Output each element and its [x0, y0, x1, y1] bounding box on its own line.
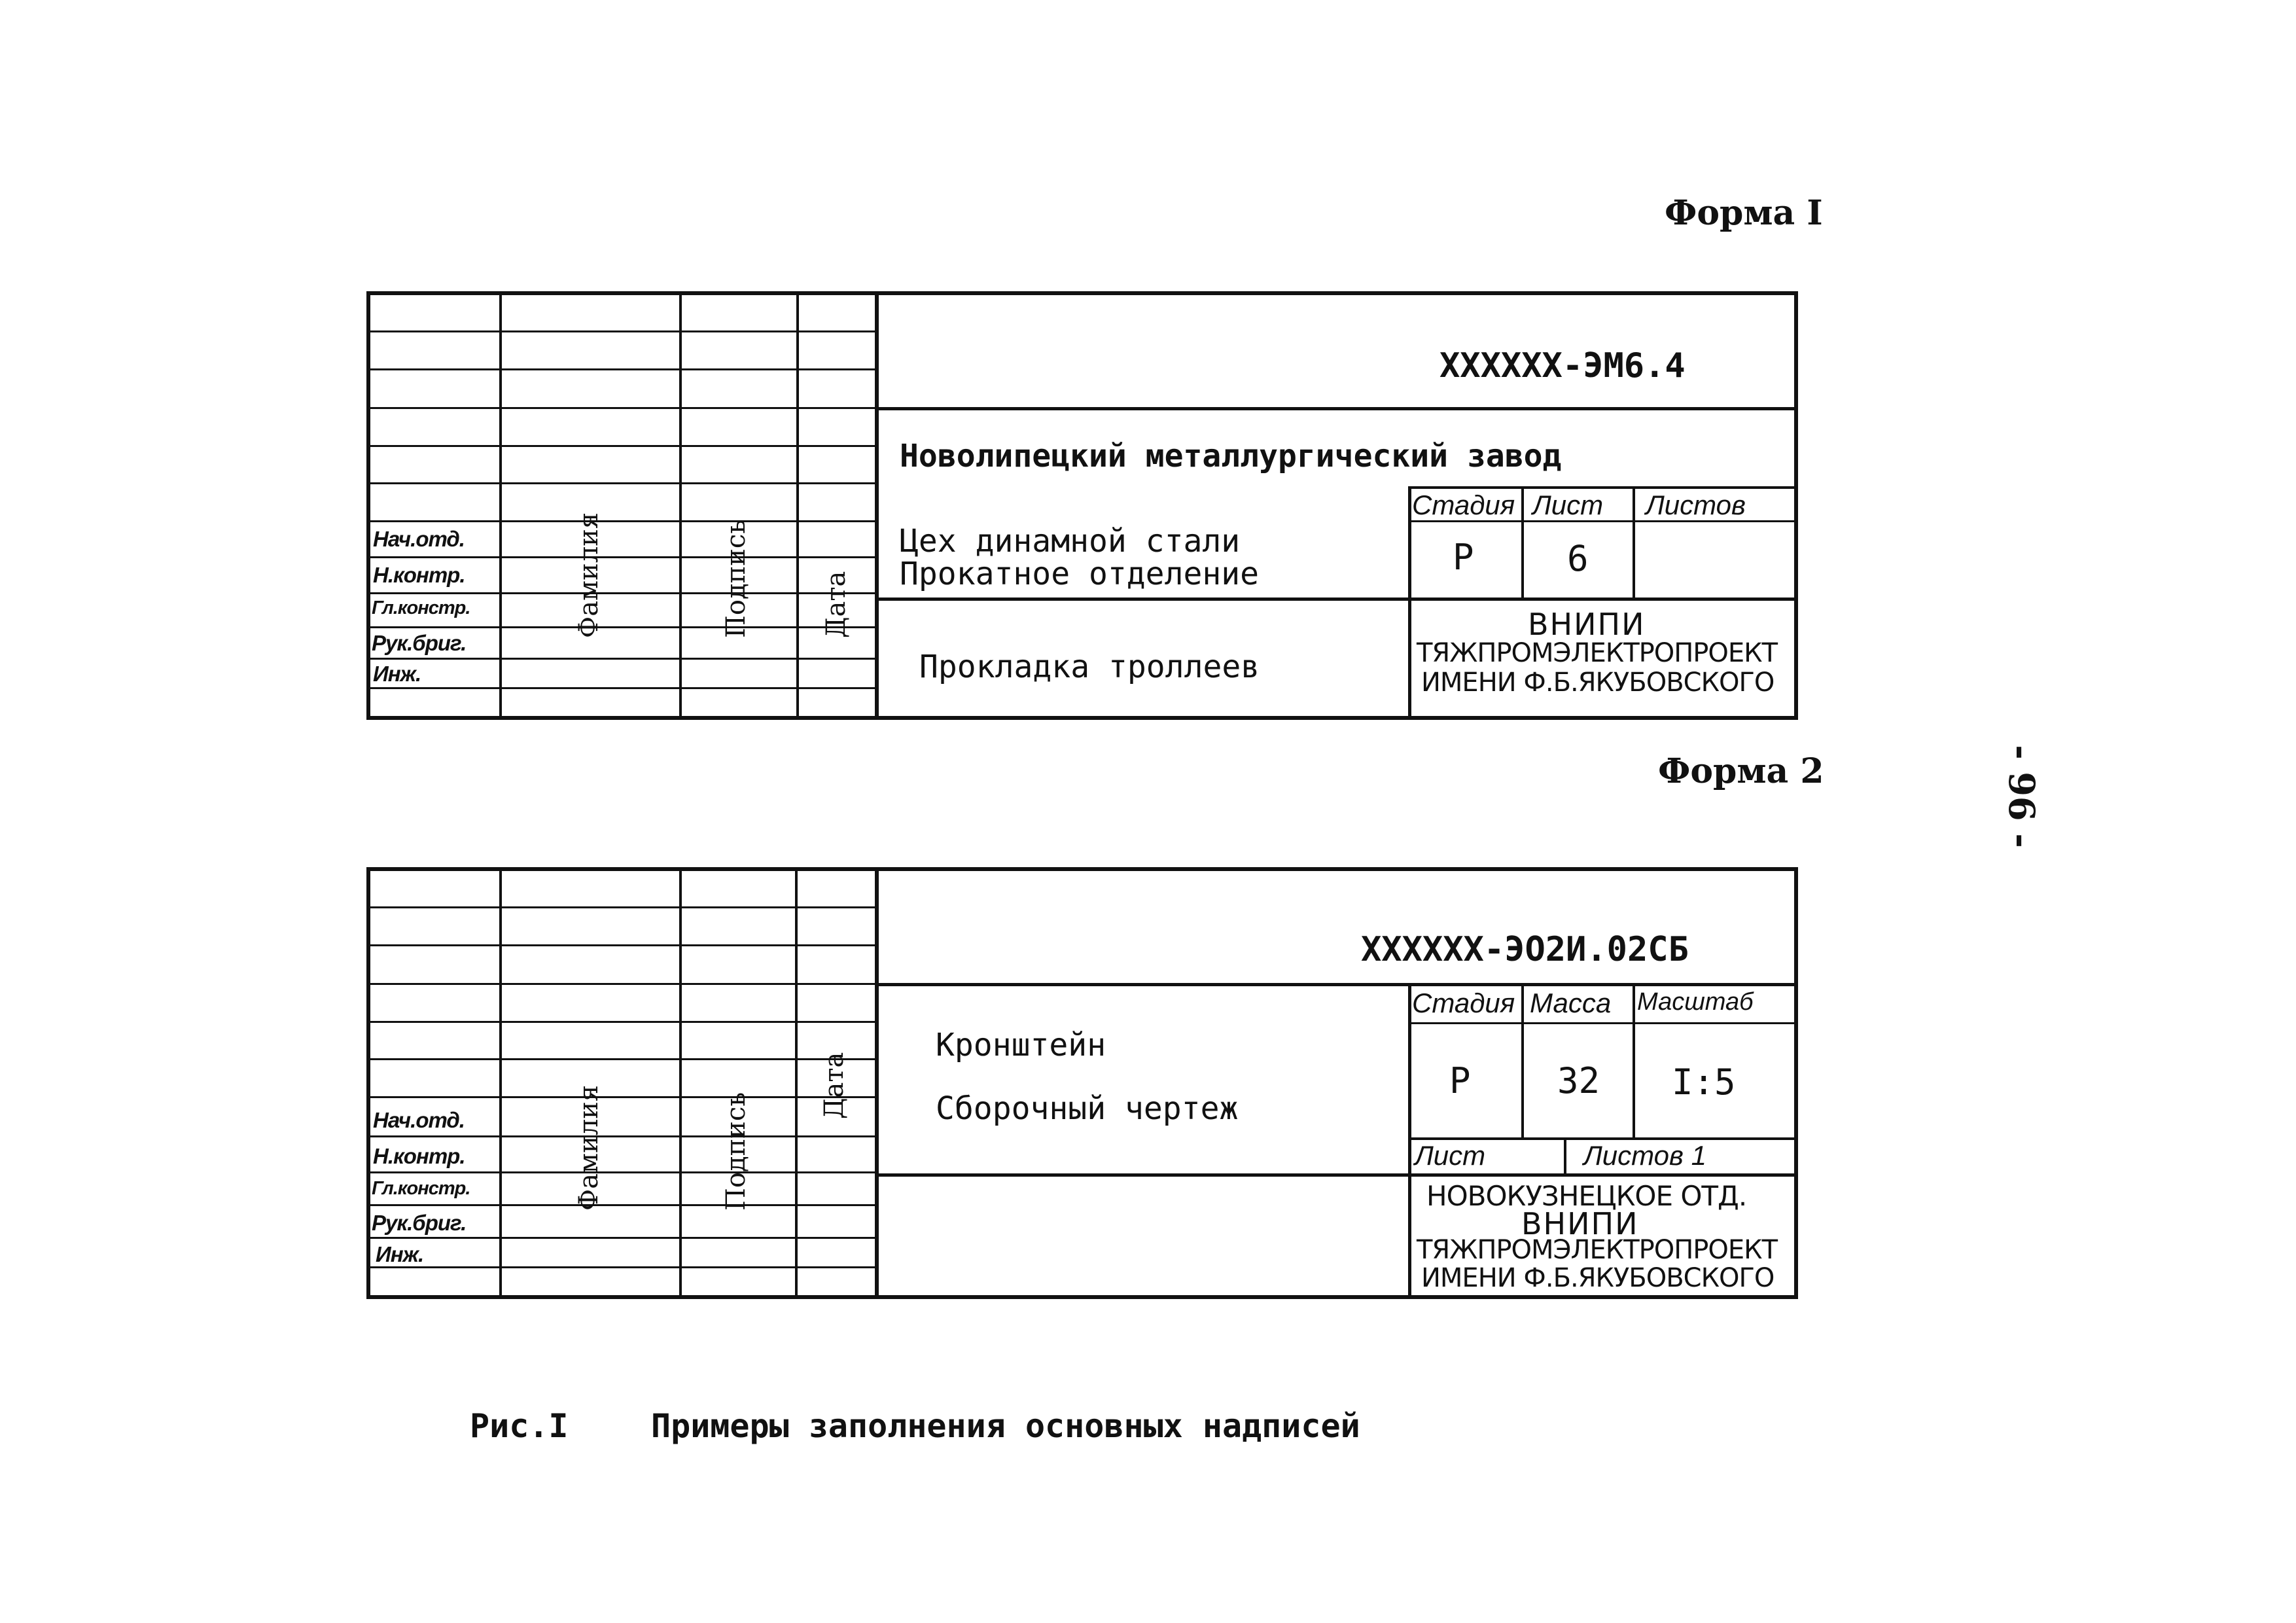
org-stamp-line-3: ИМЕНИ Ф.Б.ЯКУБОВСКОГО [1421, 668, 1775, 698]
organization-name: Новолипецкий металлургический завод [900, 438, 1562, 474]
role-norm-control: Н.контр. [373, 563, 465, 587]
workshop-line-2: Прокатное отделение [900, 556, 1260, 592]
role-norm-control: Н.контр. [373, 1144, 465, 1168]
column-header-surname: Фамилия [574, 1084, 604, 1211]
document-code: XXXXXX-ЭМ6.4 [1439, 346, 1686, 385]
header-sheet: Лист [1532, 490, 1604, 520]
header-stage: Стадия [1412, 490, 1515, 520]
header-mass: Масса [1530, 988, 1612, 1018]
figure-number: Рис.I [470, 1407, 569, 1445]
column-header-date: Дата [819, 1052, 849, 1119]
org-stamp-line-2: ВНИПИ [1521, 1206, 1639, 1241]
role-team-leader: Рук.бриг. [372, 631, 467, 655]
value-sheet: 6 [1567, 538, 1589, 579]
value-mass: 32 [1557, 1060, 1600, 1101]
drawing-title-line-2: Сборочный чертеж [936, 1090, 1239, 1127]
header-sheets: Листов 1 [1583, 1140, 1706, 1171]
header-scale: Масштаб [1637, 988, 1754, 1016]
value-scale: I:5 [1672, 1061, 1736, 1103]
org-stamp-line-1: ВНИПИ [1528, 607, 1646, 642]
org-stamp-line-1: НОВОКУЗНЕЦКОЕ ОТД. [1426, 1180, 1747, 1212]
value-stage: Р [1453, 537, 1474, 578]
document-code: XXXXXX-ЭО2И.02СБ [1361, 930, 1689, 969]
role-engineer: Инж. [373, 662, 421, 686]
role-head-of-department: Нач.отд. [373, 527, 465, 551]
role-team-leader: Рук.бриг. [372, 1211, 467, 1235]
org-stamp-line-3: ТЯЖПРОМЭЛЕКТРОПРОЕКТ [1417, 1235, 1778, 1265]
header-sheet: Лист [1415, 1140, 1486, 1171]
value-stage: Р [1449, 1060, 1471, 1101]
org-stamp-line-4: ИМЕНИ Ф.Б.ЯКУБОВСКОГО [1421, 1263, 1775, 1293]
form2-label: Форма 2 [1658, 751, 1824, 791]
drawing-title: Прокладка троллеев [919, 649, 1260, 685]
org-stamp-line-2: ТЯЖПРОМЭЛЕКТРОПРОЕКТ [1417, 638, 1778, 668]
form1-label: Форма I [1665, 193, 1823, 233]
drawing-title-line-1: Кронштейн [936, 1027, 1106, 1063]
figure-caption: Примеры заполнения основных надписей [651, 1407, 1360, 1445]
title-block-form2 [366, 867, 1798, 1299]
role-engineer: Инж. [376, 1242, 424, 1266]
column-header-signature: Подпись [721, 1092, 751, 1211]
role-head-of-department: Нач.отд. [373, 1108, 465, 1132]
title-block-form1 [366, 291, 1798, 720]
column-header-signature: Подпись [721, 519, 751, 638]
role-chief-designer: Гл.констр. [372, 597, 470, 618]
page-number: - 96 - [2001, 745, 2043, 848]
column-header-date: Дата [821, 571, 851, 638]
column-header-surname: Фамилия [574, 512, 604, 638]
header-sheets: Листов [1646, 490, 1746, 520]
workshop-line-1: Цех динамной стали [900, 523, 1241, 560]
header-stage: Стадия [1412, 988, 1515, 1018]
role-chief-designer: Гл.констр. [372, 1178, 470, 1199]
